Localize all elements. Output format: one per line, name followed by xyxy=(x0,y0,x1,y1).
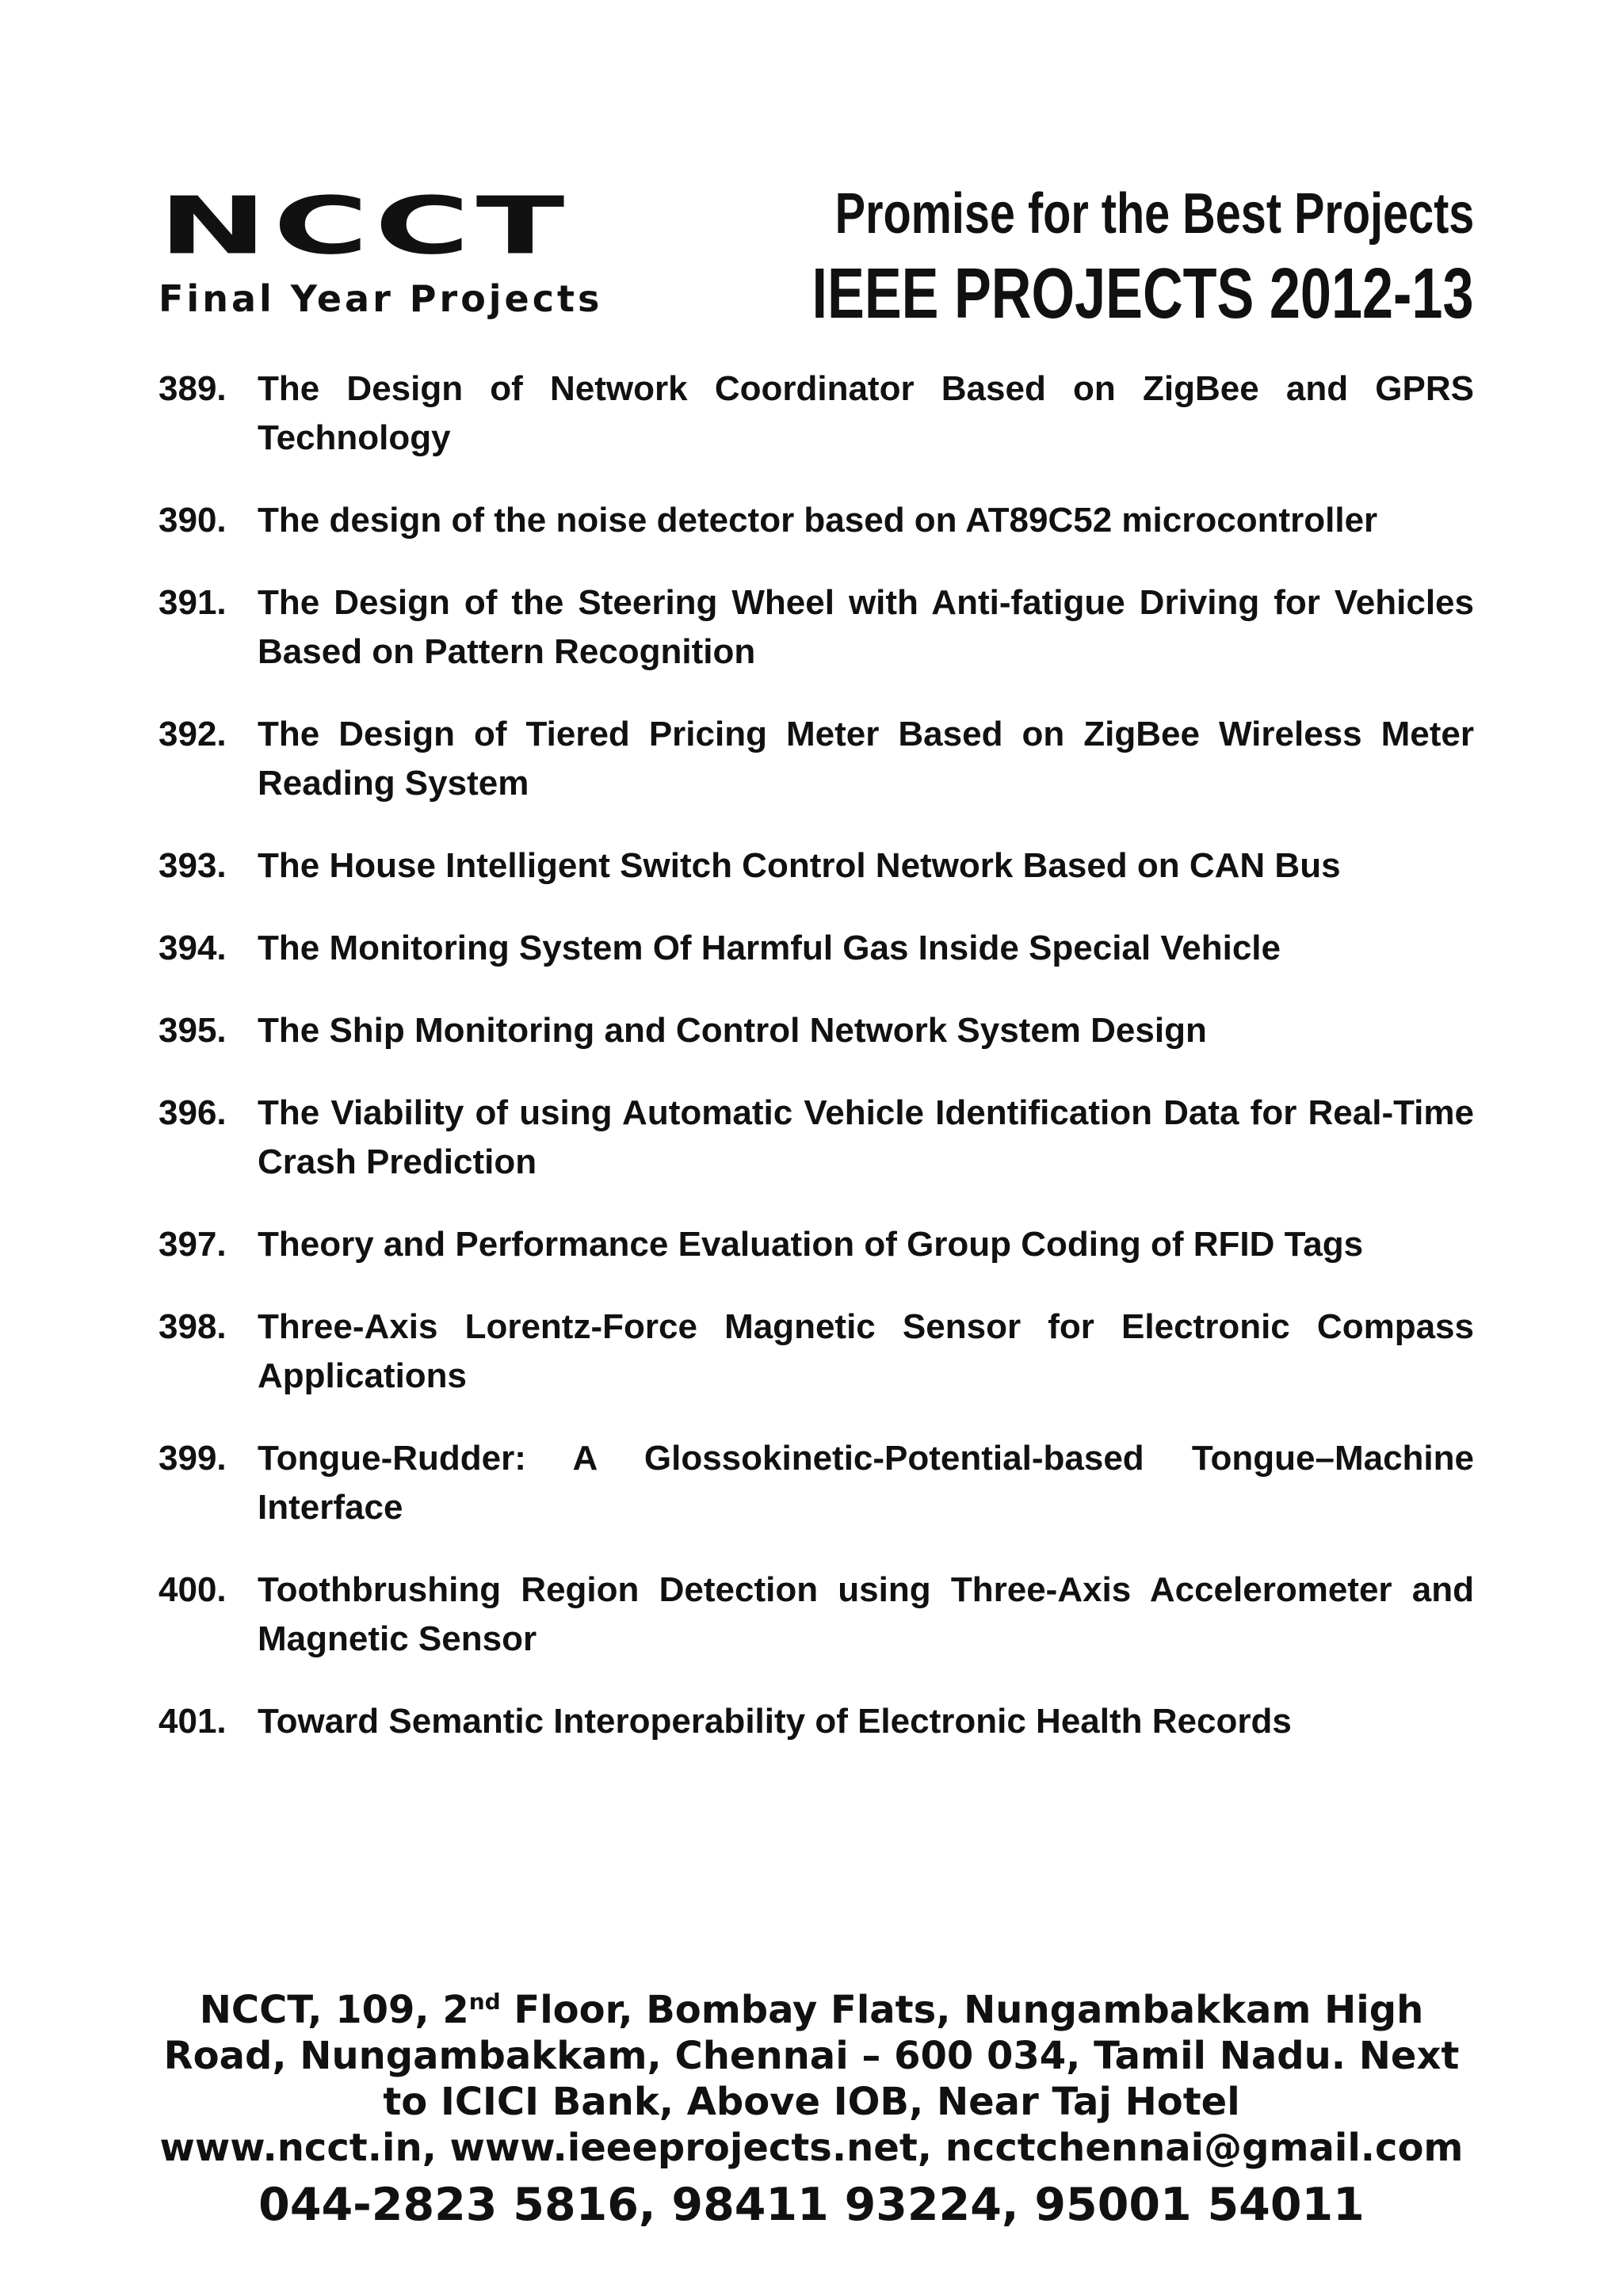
project-title: Toothbrushing Region Detection using Three-Axis Accelerometer and Magnetic Sensor xyxy=(258,1570,1474,1658)
list-item xyxy=(158,1697,1474,1746)
footer-address-end: Floor, Bombay Flats, Nungambakkam High xyxy=(500,1988,1424,2032)
list-item xyxy=(158,496,1474,545)
project-number: 391. xyxy=(158,583,227,622)
project-title: The Design of Tiered Pricing Meter Based on ZigBee Wireless Meter Reading System xyxy=(258,715,1474,803)
project-number: 399. xyxy=(158,1439,227,1478)
project-title: Toward Semantic Interoperability of Electronic Health Records xyxy=(258,1702,1292,1741)
page-footer xyxy=(79,1987,1544,2234)
project-title: The Design of Network Coordinator Based on ZigBee and GPRS Technology xyxy=(258,369,1474,457)
project-number: 397. xyxy=(158,1225,227,1264)
list-item xyxy=(158,1089,1474,1187)
list-item xyxy=(158,578,1474,677)
project-title: Three-Axis Lorentz-Force Magnetic Sensor for Electronic Compass Applications xyxy=(258,1307,1474,1395)
page-title: IEEE PROJECTS 2012-13 xyxy=(812,254,1474,334)
list-item xyxy=(158,364,1474,463)
project-number: 400. xyxy=(158,1570,227,1609)
project-number: 390. xyxy=(158,501,227,540)
project-title: Tongue-Rudder: A Glossokinetic-Potential-based Tongue–Machine Interface xyxy=(258,1439,1474,1527)
list-item xyxy=(158,841,1474,891)
project-number: 395. xyxy=(158,1011,227,1050)
list-item xyxy=(158,924,1474,973)
list-item xyxy=(158,710,1474,808)
project-title: The House Intelligent Switch Control Network Based on CAN Bus xyxy=(258,846,1341,885)
footer-address-start: NCCT, 109, 2 xyxy=(199,1988,469,2032)
project-number: 392. xyxy=(158,715,227,753)
footer-address-sup: nd xyxy=(468,1989,501,2015)
list-item xyxy=(158,1566,1474,1664)
footer-phone-numbers: 044-2823 5816, 98411 93224, 95001 54011 xyxy=(258,2179,1365,2231)
project-number: 394. xyxy=(158,929,227,967)
project-number: 398. xyxy=(158,1307,227,1346)
footer-address-line-3: to ICICI Bank, Above IOB, Near Taj Hotel xyxy=(383,2080,1240,2124)
tagline: Promise for the Best Projects xyxy=(834,182,1474,246)
project-title: The Ship Monitoring and Control Network System Design xyxy=(258,1011,1207,1050)
logo-subtitle: Final Year Projects xyxy=(158,277,603,320)
project-number: 393. xyxy=(158,846,227,885)
project-title: Theory and Performance Evaluation of Group Coding of RFID Tags xyxy=(258,1225,1364,1264)
list-item xyxy=(158,1434,1474,1532)
page-header xyxy=(158,179,1474,345)
footer-address-line-2: Road, Nungambakkam, Chennai – 600 034, Tamil Nadu. Next xyxy=(163,2034,1460,2078)
project-title: The Design of the Steering Wheel with Anti-fatigue Driving for Vehicles Based on Pattern Recognition xyxy=(258,583,1474,671)
logo-ncct: NCCT xyxy=(158,180,571,273)
list-item xyxy=(158,1220,1474,1269)
project-list xyxy=(158,364,1474,1779)
project-title: The Viability of using Automatic Vehicle Identification Data for Real-Time Crash Prediction xyxy=(258,1093,1474,1181)
list-item xyxy=(158,1006,1474,1055)
footer-web-links: www.ncct.in, www.ieeeprojects.net, ncctchennai@gmail.com xyxy=(159,2126,1464,2170)
project-title: The design of the noise detector based on AT89C52 microcontroller xyxy=(258,501,1378,540)
project-title: The Monitoring System Of Harmful Gas Inside Special Vehicle xyxy=(258,929,1281,967)
project-number: 396. xyxy=(158,1093,227,1132)
list-item xyxy=(158,1302,1474,1401)
project-number: 389. xyxy=(158,369,227,408)
project-number: 401. xyxy=(158,1702,227,1741)
footer-address-line-1 xyxy=(79,1987,1544,2033)
